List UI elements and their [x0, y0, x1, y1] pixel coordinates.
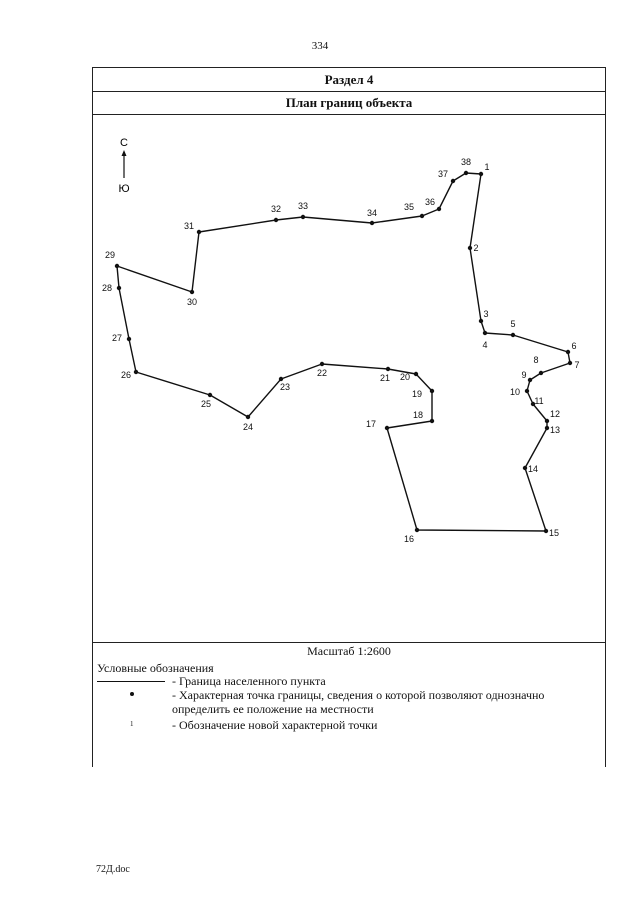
scale-label: Масштаб 1:2600 [307, 644, 391, 658]
boundary-point-dot [430, 389, 434, 393]
boundary-point-dot [437, 207, 441, 211]
boundary-point-dot [539, 371, 543, 375]
boundary-point-label: 35 [403, 202, 415, 212]
boundary-point-dot [511, 333, 515, 337]
scale-divider [92, 642, 606, 643]
boundary-point-dot [127, 337, 131, 341]
boundary-point-label: 21 [379, 373, 391, 383]
boundary-point-dot [545, 419, 549, 423]
page-number: 334 [311, 40, 329, 52]
boundary-point-label: 28 [101, 283, 113, 293]
compass-north-label: С [120, 137, 128, 149]
legend-point-dot-symbol [130, 692, 134, 696]
section-title: Раздел 4 [93, 68, 605, 92]
boundary-point-dot [544, 529, 548, 533]
legend-number-text: - Обозначение новой характерной точки [172, 718, 378, 732]
file-footer: 72Д.doc [96, 864, 130, 875]
legend-title: Условные обозначения [97, 661, 214, 675]
boundary-point-label: 13 [549, 425, 561, 435]
boundary-point-dot [479, 172, 483, 176]
boundary-point-label: 37 [437, 169, 449, 179]
boundary-point-dot [479, 319, 483, 323]
boundary-point-dot [134, 370, 138, 374]
boundary-point-label: 10 [509, 387, 521, 397]
boundary-point-label: 14 [527, 464, 539, 474]
boundary-point-dot [385, 426, 389, 430]
boundary-point-label: 32 [270, 204, 282, 214]
legend-boundary-line-symbol [97, 681, 165, 682]
boundary-point-dot [246, 415, 250, 419]
boundary-point-label: 5 [510, 319, 516, 329]
boundary-point-label: 24 [242, 422, 254, 432]
boundary-point-dot [568, 361, 572, 365]
boundary-point-dot [420, 214, 424, 218]
boundary-point-dot [525, 389, 529, 393]
boundary-point-label: 19 [411, 389, 423, 399]
boundary-point-dot [320, 362, 324, 366]
compass [118, 137, 129, 195]
boundary-point-dot [545, 426, 549, 430]
boundary-point-label: 4 [482, 340, 488, 350]
compass-arrowhead-icon [122, 150, 127, 156]
boundary-point-label: 11 [534, 396, 544, 406]
compass-south-label: Ю [118, 183, 130, 195]
boundary-point-dot [483, 331, 487, 335]
boundary-point-label: 26 [120, 370, 132, 380]
boundary-point-dot [279, 377, 283, 381]
boundary-point-dot [414, 372, 418, 376]
boundary-point-dot [523, 466, 527, 470]
boundary-point-label: 17 [365, 419, 377, 429]
boundary-point-dot [274, 218, 278, 222]
boundary-points [102, 157, 580, 544]
boundary-point-label: 18 [412, 410, 424, 420]
boundary-point-label: 31 [183, 221, 195, 231]
boundary-point-label: 3 [483, 309, 489, 319]
boundary-point-label: 30 [186, 297, 198, 307]
boundary-point-dot [115, 264, 119, 268]
boundary-point-dot [117, 286, 121, 290]
boundary-point-dot [528, 378, 532, 382]
boundary-point-dot [370, 221, 374, 225]
boundary-point-dot [208, 393, 212, 397]
boundary-point-label: 27 [111, 333, 123, 343]
boundary-point-label: 25 [200, 399, 212, 409]
plan-title: План границ объекта [93, 91, 605, 115]
boundary-point-label: 23 [279, 382, 291, 392]
boundary-point-dot [451, 179, 455, 183]
boundary-point-label: 6 [571, 341, 577, 351]
boundary-point-label: 12 [549, 409, 561, 419]
boundary-point-dot [468, 246, 472, 250]
boundary-point-label: 7 [574, 360, 580, 370]
boundary-point-label: 15 [548, 528, 560, 538]
boundary-point-label: 38 [460, 157, 472, 167]
boundary-point-dot [430, 419, 434, 423]
boundary-point-label: 16 [403, 534, 415, 544]
boundary-point-dot [415, 528, 419, 532]
boundary-point-dot [566, 350, 570, 354]
boundary-point-dot [386, 367, 390, 371]
boundary-point-dot [464, 171, 468, 175]
boundary-point-dot [197, 230, 201, 234]
boundary-point-label: 9 [521, 370, 527, 380]
boundary-point-label: 34 [366, 208, 378, 218]
boundary-point-label: 29 [104, 250, 116, 260]
boundary-point-label: 8 [533, 355, 539, 365]
legend-boundary-text: - Граница населенного пункта [172, 674, 326, 688]
boundary-point-label: 2 [473, 243, 479, 253]
boundary-point-label: 1 [484, 162, 490, 172]
boundary-point-label: 33 [297, 201, 309, 211]
boundary-point-label: 20 [399, 372, 411, 382]
boundary-point-label: 36 [424, 197, 436, 207]
boundary-point-dot [190, 290, 194, 294]
boundary-point-dot [301, 215, 305, 219]
boundary-point-label: 22 [316, 368, 328, 378]
legend-point-text: - Характерная точка границы, сведения о которой позволяют однозначно определить ее положение на местности [172, 688, 545, 716]
legend-number-symbol: 1 [130, 720, 134, 728]
